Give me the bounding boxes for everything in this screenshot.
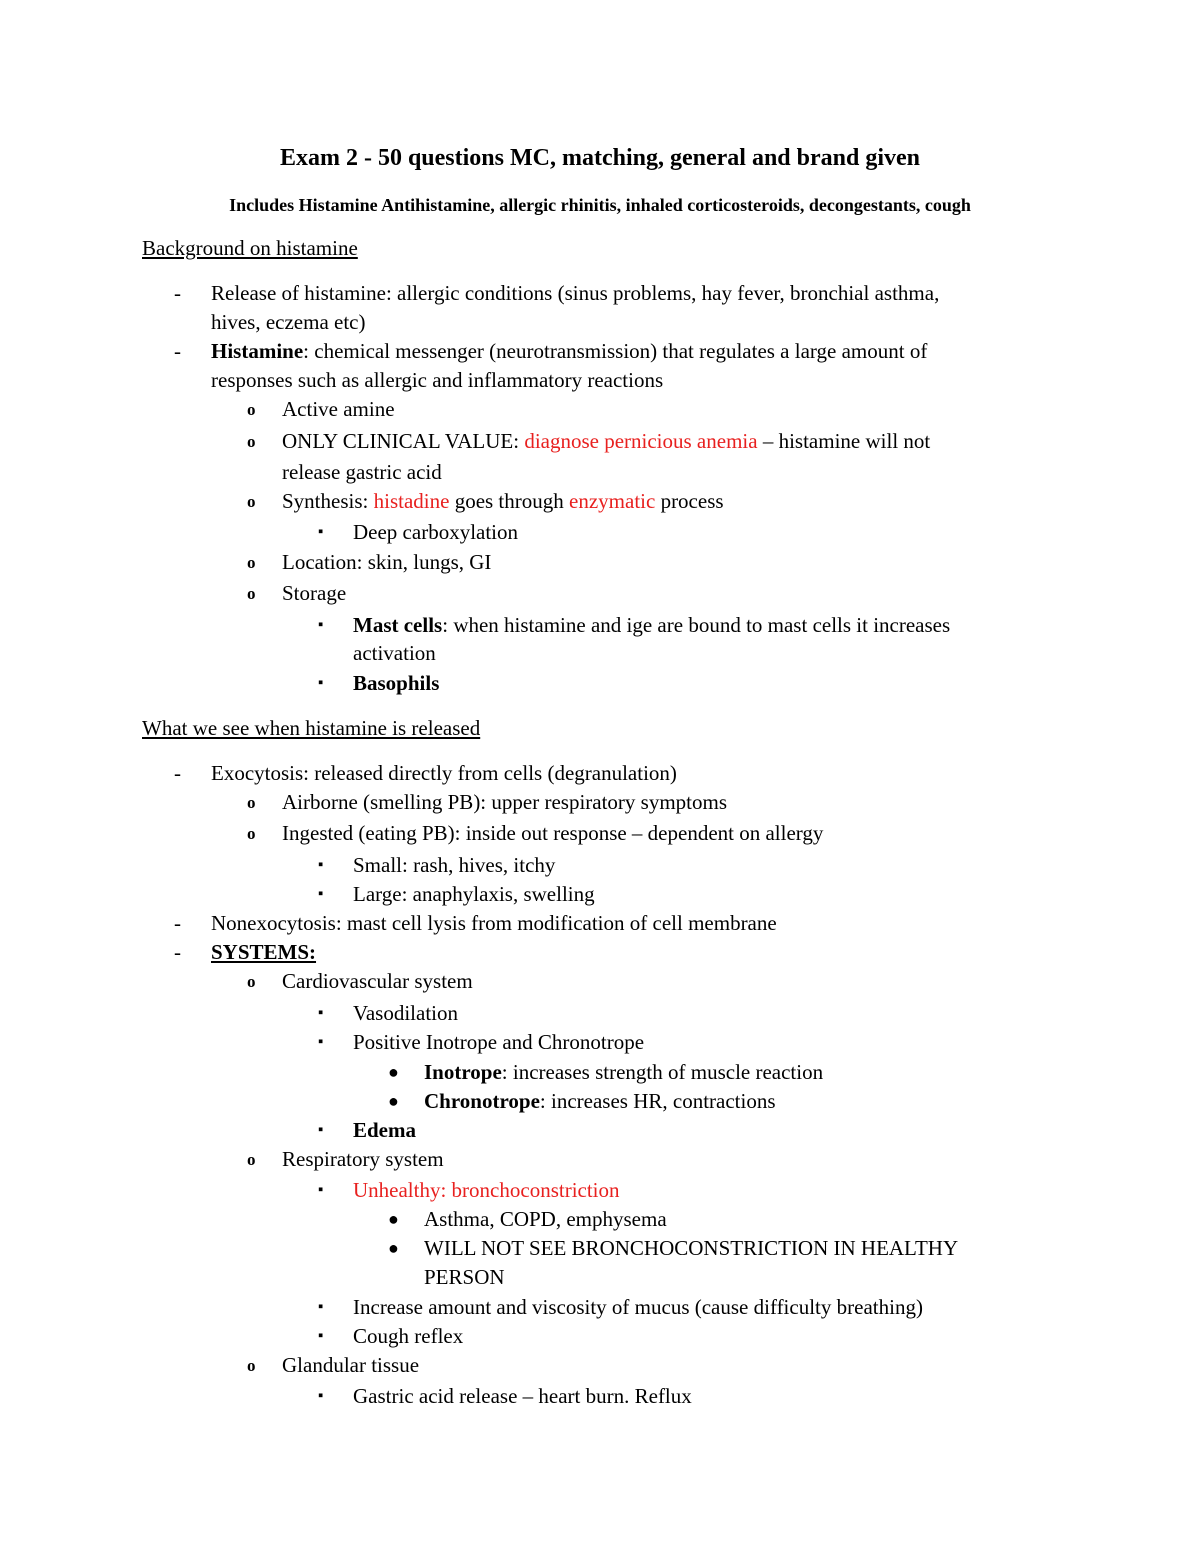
list-item (353, 669, 439, 698)
dash-bullet: - (174, 281, 181, 305)
term-edema: Edema (353, 1118, 416, 1142)
highlight-text: histadine (373, 489, 450, 513)
dot-bullet: ● (388, 1062, 399, 1082)
square-bullet: ▪ (318, 617, 324, 633)
list-item: Asthma, COPD, emphysema (424, 1207, 667, 1231)
list-item: Airborne (smelling PB): upper respiratory symptoms (282, 790, 728, 814)
square-bullet: ▪ (318, 1299, 324, 1315)
term-histamine: Histamine (211, 339, 304, 363)
square-bullet: ▪ (318, 1388, 324, 1404)
list-item-continuation: activation (353, 641, 436, 665)
section-heading-histamine-released: What we see when histamine is released (142, 716, 481, 740)
dash-bullet: - (174, 911, 181, 935)
term-mast-cells: Mast cells (353, 613, 443, 637)
list-item: Increase amount and viscosity of mucus (cause difficulty breathing) (353, 1295, 923, 1319)
list-item: Ingested (eating PB): inside out response – dependent on allergy (282, 821, 824, 845)
list-item: Histamine: chemical messenger (neurotransmission) that regulates a large amount of (211, 339, 928, 363)
list-item: Active amine (282, 397, 395, 421)
list-item: Cardiovascular system (282, 969, 473, 993)
list-item-continuation: hives, eczema etc) (211, 310, 366, 334)
circle-bullet: o (247, 1150, 256, 1169)
list-item-continuation: responses such as allergic and inflammatory reactions (211, 368, 664, 392)
square-bullet: ▪ (318, 1005, 324, 1021)
square-bullet: ▪ (318, 1034, 324, 1050)
list-item: Small: rash, hives, itchy (353, 853, 556, 877)
list-item: Release of histamine: allergic conditions (sinus problems, hay fever, bronchial asthma, (211, 281, 940, 305)
square-bullet: ▪ (318, 1122, 324, 1138)
square-bullet: ▪ (318, 1328, 324, 1344)
square-bullet: ▪ (318, 857, 324, 873)
circle-bullet: o (247, 793, 256, 812)
square-bullet: ▪ (318, 524, 324, 540)
circle-bullet: o (247, 400, 256, 419)
square-bullet: ▪ (318, 1182, 324, 1198)
list-item: ONLY CLINICAL VALUE: diagnose pernicious anemia – histamine will not (282, 429, 931, 453)
section-heading-background: Background on histamine (142, 236, 358, 260)
list-item-continuation: PERSON (424, 1265, 505, 1289)
list-item: Inotrope: increases strength of muscle reaction (424, 1060, 824, 1084)
term-chronotrope: Chronotrope (424, 1089, 540, 1113)
circle-bullet: o (247, 824, 256, 843)
list-item: Cough reflex (353, 1324, 464, 1348)
page-title: Exam 2 - 50 questions MC, matching, general and brand given (279, 145, 921, 171)
dash-bullet: - (174, 940, 181, 964)
dot-bullet: ● (388, 1209, 399, 1229)
list-item: Exocytosis: released directly from cells (degranulation) (211, 761, 677, 785)
dot-bullet: ● (388, 1091, 399, 1111)
list-item: Deep carboxylation (353, 520, 519, 544)
list-item: Mast cells: when histamine and ige are bound to mast cells it increases (353, 613, 951, 637)
list-item: Positive Inotrope and Chronotrope (353, 1030, 645, 1054)
circle-bullet: o (247, 584, 256, 603)
list-item: Large: anaphylaxis, swelling (353, 882, 595, 906)
list-item: Glandular tissue (282, 1353, 420, 1377)
list-item (211, 938, 316, 967)
dot-bullet: ● (388, 1238, 399, 1258)
dash-bullet: - (174, 761, 181, 785)
circle-bullet: o (247, 432, 256, 451)
list-item: Synthesis: histadine goes through enzymatic process (282, 489, 724, 513)
list-item: Vasodilation (353, 1001, 458, 1025)
term-basophils: Basophils (353, 671, 440, 695)
systems-label: SYSTEMS: (211, 940, 317, 964)
page-subtitle: Includes Histamine Antihistamine, allergic rhinitis, inhaled corticosteroids, decongestants, cough (229, 195, 971, 215)
square-bullet: ▪ (318, 886, 324, 902)
circle-bullet: o (247, 492, 256, 511)
list-item: Storage (282, 581, 347, 605)
list-item (353, 1116, 416, 1145)
list-item: Respiratory system (282, 1147, 444, 1171)
dash-bullet: - (174, 339, 181, 363)
circle-bullet: o (247, 553, 256, 572)
list-item: Gastric acid release – heart burn. Reflux (353, 1384, 692, 1408)
list-item: Chronotrope: increases HR, contractions (424, 1089, 776, 1113)
list-item-continuation: release gastric acid (282, 460, 442, 484)
list-item: WILL NOT SEE BRONCHOCONSTRICTION IN HEALTHY (424, 1236, 959, 1260)
list-item-highlight: Unhealthy: bronchoconstriction (353, 1178, 620, 1202)
circle-bullet: o (247, 972, 256, 991)
list-item: Nonexocytosis: mast cell lysis from modification of cell membrane (211, 911, 777, 935)
list-item: Location: skin, lungs, GI (282, 550, 492, 574)
term-inotrope: Inotrope (424, 1060, 502, 1084)
circle-bullet: o (247, 1356, 256, 1375)
highlight-text: enzymatic (569, 489, 656, 513)
square-bullet: ▪ (318, 675, 324, 691)
highlight-text: diagnose pernicious anemia (524, 429, 758, 453)
